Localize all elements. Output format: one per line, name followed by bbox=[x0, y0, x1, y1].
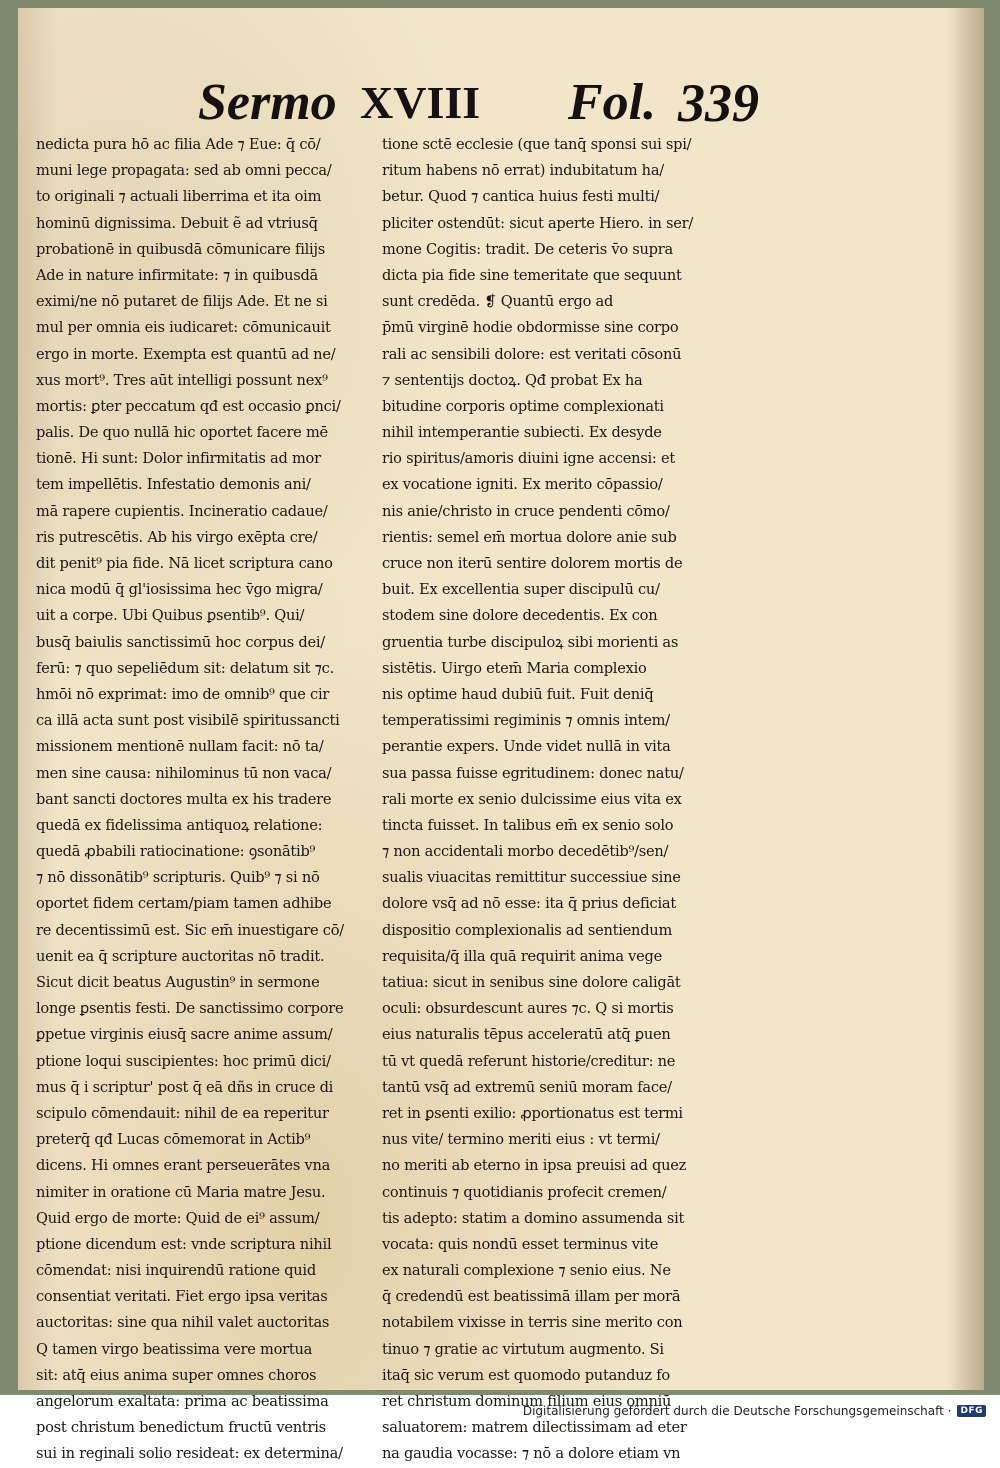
text-line: vocata: quis nondū esset terminus vite bbox=[382, 1235, 659, 1253]
text-line: bant sancti doctores multa ex his tradere bbox=[36, 790, 332, 808]
text-column-left bbox=[36, 132, 376, 1468]
text-line: ritum habens nō errat) indubitatum ha/ bbox=[382, 162, 664, 180]
text-line: mul per omnia eis iudicaret: cōmunicauit bbox=[36, 319, 331, 337]
text-line: muni lege propagata: sed ab omni pecca/ bbox=[36, 162, 332, 180]
text-line: quedā ꝓbabili ratiocinatione: ꝯsonātib⁹ bbox=[36, 843, 316, 861]
text-line: auctoritas: sine qua nihil valet auctoritas bbox=[36, 1314, 330, 1332]
text-line: tis adepto: statim a domino assumenda sit bbox=[382, 1209, 685, 1227]
text-line: mus q̄ i scriptur' post q̄ eā dñs in cruce di bbox=[36, 1078, 334, 1096]
text-line: busq̄ baiulis sanctissimū hoc corpus dei/ bbox=[36, 633, 325, 651]
text-line: temperatissimi regiminis ⁊ omnis intem/ bbox=[382, 712, 670, 730]
text-line: ꝑpetue virginis eiusq̄ sacre anime assum/ bbox=[36, 1026, 333, 1044]
text-line: ris putrescētis. Ab his virgo exēpta cre/ bbox=[36, 528, 318, 546]
text-line: p̄mū virginē hodie obdormisse sine corpo bbox=[382, 319, 679, 337]
text-line: tantū vsq̄ ad extremū seniū moram face/ bbox=[382, 1078, 672, 1096]
text-line: missionem mentionē nullam facit: nō ta/ bbox=[36, 738, 324, 756]
text-line: ergo in morte. Exempta est quantū ad ne/ bbox=[36, 345, 336, 363]
text-line: ⁊ sententijs doctoꝝ. Qđ probat Ex ha bbox=[382, 371, 643, 389]
page-edge-shadow bbox=[950, 8, 984, 1390]
text-line: tincta fuisset. In talibus em̄ ex senio solo bbox=[382, 816, 674, 834]
text-line: cruce non iterū sentire dolorem mortis de bbox=[382, 555, 683, 572]
text-line: itaq̄ sic verum est quomodo putanduz fo bbox=[382, 1366, 670, 1384]
text-line: eximi/ne nō putaret de filijs Ade. Et ne si bbox=[36, 293, 328, 311]
text-line: uit a corpe. Ubi Quibus ꝑsentib⁹. Qui/ bbox=[36, 607, 305, 625]
text-line: probationē in quibusdā cōmunicare filijs bbox=[36, 240, 325, 258]
text-line: mone Cogitis: tradit. De ceteris v̄o supra bbox=[382, 240, 673, 258]
text-line: Quid ergo de morte: Quid de ei⁹ assum/ bbox=[36, 1209, 320, 1227]
text-line: scipulo cōmendauit: nihil de ea reperitur bbox=[36, 1104, 329, 1122]
text-line: longe ꝑsentis festi. De sanctissimo corpore bbox=[36, 1000, 344, 1018]
text-line: ex naturali complexione ⁊ senio eius. Ne bbox=[382, 1262, 671, 1280]
text-line: tinuo ⁊ gratie ac virtutum augmento. Si bbox=[382, 1340, 664, 1358]
text-line: rientis: semel em̄ mortua dolore anie sub bbox=[382, 528, 677, 546]
text-line: re decentissimū est. Sic em̄ inuestigare cō/ bbox=[36, 921, 344, 939]
header-folio-number: 339 bbox=[678, 73, 759, 133]
text-line: tem impellētis. Infestatio demonis ani/ bbox=[36, 476, 311, 494]
text-line: angelorum exaltata: prima ac beatissima bbox=[36, 1393, 329, 1410]
text-line: dicens. Hi omnes erant perseuerātes vna bbox=[36, 1157, 331, 1175]
text-line: ⁊ non accidentali morbo decedētib⁹/sen/ bbox=[382, 843, 669, 861]
text-line: requisita/q̄ illa quā requirit anima vege bbox=[382, 947, 663, 965]
text-line: nica modū q̄ gl'iosissima hec v̄go migra/ bbox=[36, 581, 323, 599]
text-line: q̄ credendū est beatissimā illam per morā bbox=[382, 1288, 681, 1306]
text-line: hominū dignissima. Debuit ẽ ad vtriusq̄ bbox=[36, 214, 318, 232]
text-line: ferū: ⁊ quo sepeliēdum sit: delatum sit ⁊c. bbox=[36, 659, 334, 677]
text-line: mortis: ꝑter peccatum qđ est occasio ꝑnci/ bbox=[36, 397, 341, 415]
text-line: continuis ⁊ quotidianis profecit cremen/ bbox=[382, 1183, 667, 1201]
text-line: gruentia turbe discipuloꝝ sibi morienti as bbox=[382, 633, 679, 651]
text-line: hmōi nō exprimat: imo de omnib⁹ que cir bbox=[36, 685, 330, 703]
text-line: ex vocatione igniti. Ex merito cōpassio/ bbox=[382, 476, 663, 494]
text-line: nis anie/christo in cruce pendenti cōmo/ bbox=[382, 502, 670, 520]
text-line: saluatorem: matrem dilectissimam ad eter bbox=[382, 1419, 687, 1437]
text-line: rio spiritus/amoris diuini igne accensi: et bbox=[382, 450, 675, 468]
text-line: Ade in nature infirmitate: ⁊ in quibusdā bbox=[36, 266, 318, 284]
text-line: eius naturalis tēpus acceleratū atq̄ ꝑuen bbox=[382, 1026, 671, 1044]
text-line: Q tamen virgo beatissima vere mortua bbox=[36, 1340, 313, 1358]
text-line: tatiua: sicut in senibus sine dolore caligāt bbox=[382, 974, 681, 991]
text-line: sistētis. Uirgo etem̄ Maria complexio bbox=[382, 659, 647, 677]
footer-text: Digitalisierung gefördert durch die Deutsche Forschungsgemeinschaft · bbox=[522, 1404, 952, 1418]
text-line: nus vite/ termino meriti eius : vt termi/ bbox=[382, 1131, 660, 1149]
text-line: sunt credēda. ❡ Quantū ergo ad bbox=[382, 293, 614, 311]
dfg-logo-icon: DFG bbox=[957, 1405, 986, 1417]
text-line: dit penit⁹ pia fide. Nā licet scriptura cano bbox=[36, 555, 333, 572]
text-line: quedā ex fidelissima antiquoꝝ relatione: bbox=[36, 816, 323, 834]
text-line: uenit ea q̄ scripture auctoritas nō tradit. bbox=[36, 947, 325, 965]
text-line: no meriti ab eterno in ipsa preuisi ad quez bbox=[382, 1157, 687, 1175]
text-line: stodem sine dolore decedentis. Ex con bbox=[382, 607, 658, 625]
text-line: na gaudia vocasse: ⁊ nō a dolore etiam vn bbox=[382, 1445, 681, 1463]
text-line: mā rapere cupientis. Incineratio cadaue/ bbox=[36, 502, 328, 520]
text-line: sui in reginali solio resideat: ex determina/ bbox=[36, 1445, 343, 1463]
text-line: tū vt quedā referunt historie/creditur: ne bbox=[382, 1052, 676, 1070]
text-line: oportet fidem certam/piam tamen adhibe bbox=[36, 895, 332, 913]
text-line: rali ac sensibili dolore: est veritati cōsonū bbox=[382, 345, 682, 363]
text-line: dispositio complexionalis ad sentiendum bbox=[382, 921, 673, 939]
text-line: preterq̄ qđ Lucas cōmemorat in Actib⁹ bbox=[36, 1131, 311, 1149]
text-line: xus mort⁹. Tres aūt intelligi possunt nex⁹ bbox=[36, 371, 328, 389]
text-line: ptione loqui suscipientes: hoc primū dici/ bbox=[36, 1052, 331, 1070]
text-column-right bbox=[382, 132, 722, 1468]
header-fol: Fol. bbox=[568, 74, 657, 131]
header-sermo: Sermo bbox=[198, 74, 337, 131]
text-line: cōmendat: nisi inquirendū ratione quid bbox=[36, 1262, 316, 1280]
text-line: sualis viuacitas remittitur successiue sine bbox=[382, 869, 681, 887]
text-line: nihil intemperantie subiecti. Ex desyde bbox=[382, 424, 662, 442]
text-line: ptione dicendum est: vnde scriptura nihil bbox=[36, 1235, 332, 1253]
text-line: ret christum dominum filium eius omniū bbox=[382, 1393, 672, 1410]
text-line: nimiter in oratione cū Maria matre Jesu. bbox=[36, 1183, 326, 1201]
text-line: tionē. Hi sunt: Dolor infirmitatis ad mor bbox=[36, 450, 321, 468]
text-line: post christum benedictum fructū ventris bbox=[36, 1419, 326, 1437]
text-line: pliciter ostendūt: sicut aperte Hiero. in ser/ bbox=[382, 214, 694, 232]
funding-footer bbox=[523, 1402, 986, 1420]
text-line: sua passa fuisse egritudinem: donec natu/ bbox=[382, 764, 684, 782]
text-line: ret in ꝑsenti exilio: ꝓportionatus est termi bbox=[382, 1104, 683, 1122]
text-line: consentiat veritati. Fiet ergo ipsa veritas bbox=[36, 1288, 328, 1306]
text-line: buit. Ex excellentia super discipulū cu/ bbox=[382, 581, 660, 599]
text-line: ca illā acta sunt post visibilē spiritussancti bbox=[36, 712, 340, 730]
text-line: oculi: obsurdescunt aures ⁊c. Q si mortis bbox=[382, 1000, 674, 1018]
text-line: dicta pia fide sine temeritate que sequunt bbox=[382, 266, 682, 284]
text-line: Sicut dicit beatus Augustin⁹ in sermone bbox=[36, 974, 320, 991]
text-line: tione sctē ecclesie (que tanq̄ sponsi sui spi/ bbox=[382, 136, 692, 153]
text-line: to originali ⁊ actuali liberrima et ita oim bbox=[36, 188, 322, 206]
text-line: ⁊ nō dissonātib⁹ scripturis. Quib⁹ ⁊ si nō bbox=[36, 869, 320, 887]
text-line: nedicta pura hō ac filia Ade ⁊ Eue: q̄ cō/ bbox=[36, 136, 321, 153]
text-line: rali morte ex senio dulcissime eius vita ex bbox=[382, 790, 682, 808]
text-line: perantie expers. Unde videt nullā in vita bbox=[382, 738, 671, 756]
text-line: bitudine corporis optime complexionati bbox=[382, 397, 664, 415]
header-sermon-number: XVIII bbox=[360, 77, 481, 128]
text-line: dolore vsq̄ ad nō esse: ita q̄ prius deficiat bbox=[382, 895, 676, 913]
text-line: betur. Quod ⁊ cantica huius festi multi/ bbox=[382, 188, 660, 206]
text-line: sit: atq̄ eius anima super omnes choros bbox=[36, 1366, 317, 1384]
text-line: palis. De quo nullā hic oportet facere mē bbox=[36, 424, 328, 442]
text-line: nis optime haud dubiū fuit. Fuit deniq̄ bbox=[382, 685, 654, 703]
text-line: men sine causa: nihilominus tū non vaca/ bbox=[36, 764, 332, 782]
text-line: notabilem vixisse in terris sine merito con bbox=[382, 1314, 683, 1332]
running-header bbox=[180, 68, 780, 138]
